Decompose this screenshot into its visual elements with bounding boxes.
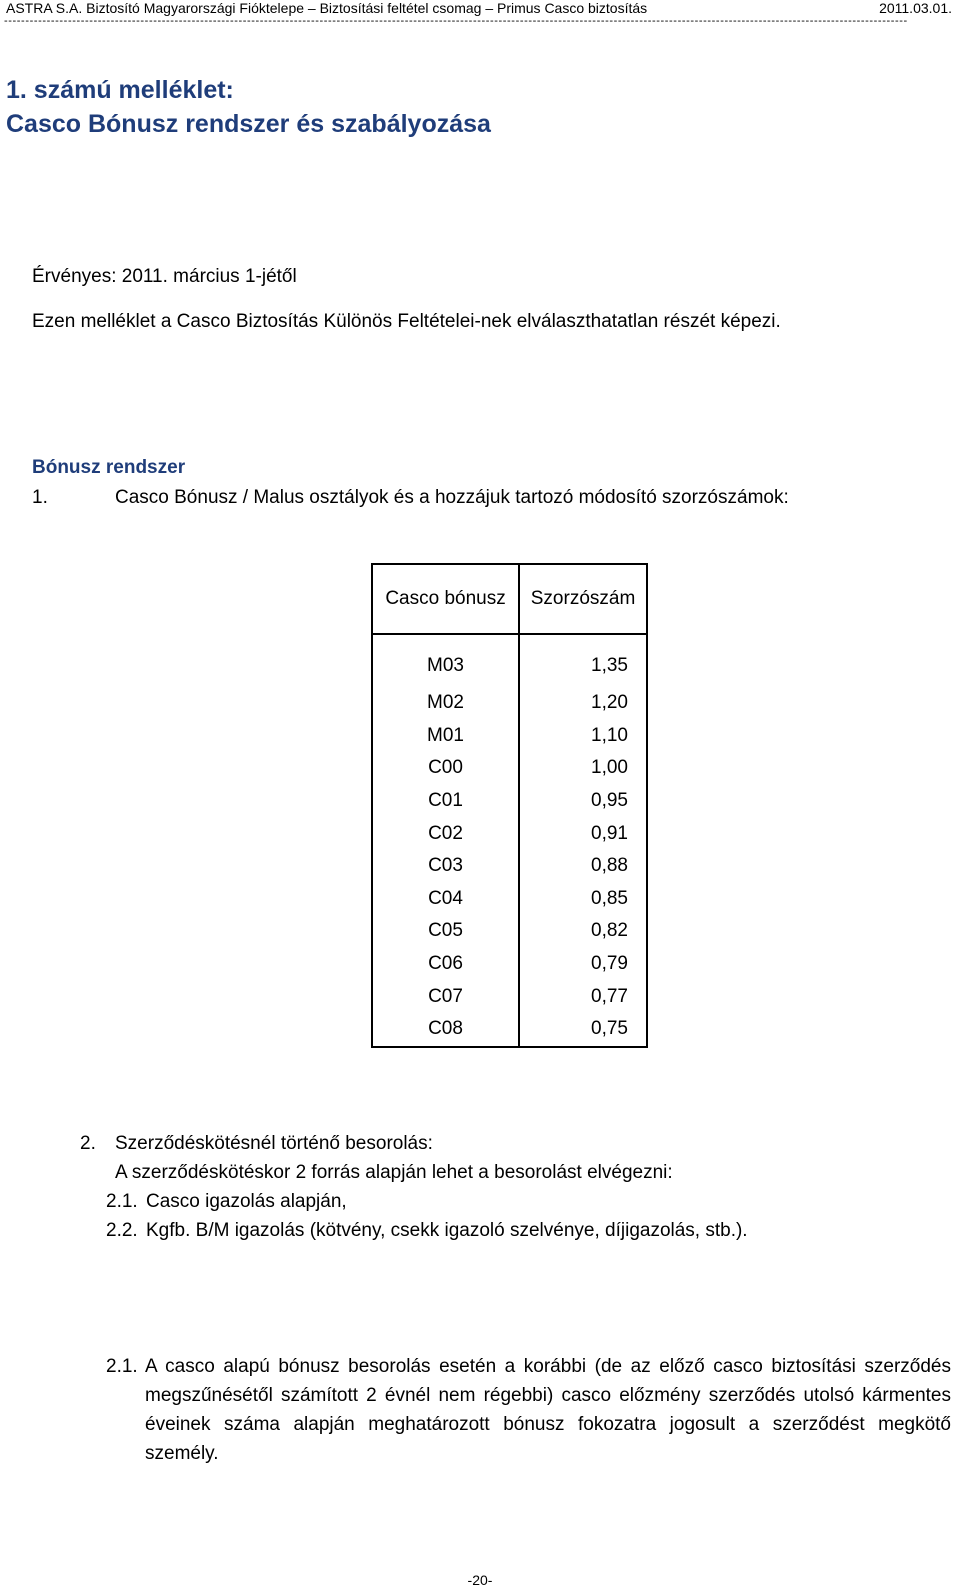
table-row [372, 687, 647, 720]
item21-number: 2.1. [106, 1356, 138, 1377]
table-row [372, 817, 647, 850]
table-row [372, 720, 647, 753]
multiplier-cell: 0,88 [519, 850, 647, 883]
header-date: 2011.03.01. [879, 0, 952, 16]
item21-text: A casco alapú bónusz besorolás esetén a korábbi (de az előző casco biztosítási szerződés megszűnésétől számított 2 évnél nem régebbi) casco előzmény szerződés utolsó kármentes éveinek száma alapján meghatározott bónusz fokozatra jogosult a szerződést megkötő személy. [145, 1356, 951, 1464]
multiplier-cell: 0,95 [519, 785, 647, 818]
multiplier-cell: 0,75 [519, 1013, 647, 1047]
multiplier-cell: 0,79 [519, 948, 647, 981]
multiplier-cell: 1,35 [519, 634, 647, 687]
page-number: -20- [467, 1572, 493, 1588]
bonus-class-cell: C05 [372, 915, 519, 948]
item1-number: 1. [32, 487, 48, 508]
item2-title: Szerződéskötésnél történő besorolás: [115, 1133, 433, 1154]
item2-sub1-text: Casco igazolás alapján, [146, 1191, 347, 1212]
table-row [372, 948, 647, 981]
multiplier-cell: 1,20 [519, 687, 647, 720]
bonus-class-cell: C04 [372, 883, 519, 916]
header-title: ASTRA S.A. Biztosító Magyarországi Fióktelepe – Biztosítási feltétel csomag – Primus Casco biztosítás [6, 0, 648, 16]
column-header-bonus: Casco bónusz [372, 564, 519, 634]
table-row [372, 915, 647, 948]
valid-from: Érvényes: 2011. március 1-jétől [32, 266, 297, 287]
table-row [372, 785, 647, 818]
item2-sub2-number: 2.2. [106, 1220, 138, 1241]
item21-paragraph [145, 1352, 951, 1468]
item2-text: A szerződéskötéskor 2 forrás alapján lehet a besorolást elvégezni: [115, 1162, 673, 1183]
annex-title: 1. számú melléklet: [6, 76, 234, 104]
section-heading: Bónusz rendszer [32, 457, 186, 478]
table-row [372, 752, 647, 785]
annex-subtitle: Casco Bónusz rendszer és szabályozása [6, 110, 491, 138]
bonus-table-body [372, 634, 647, 1047]
multiplier-cell: 0,85 [519, 883, 647, 916]
multiplier-cell: 1,00 [519, 752, 647, 785]
bonus-class-cell: C08 [372, 1013, 519, 1047]
table-row [372, 634, 647, 687]
item2-sub1-number: 2.1. [106, 1191, 138, 1212]
table-row [372, 850, 647, 883]
bonus-class-cell: M01 [372, 720, 519, 753]
bonus-class-cell: M02 [372, 687, 519, 720]
multiplier-cell: 1,10 [519, 720, 647, 753]
table-row [372, 883, 647, 916]
bonus-class-cell: C06 [372, 948, 519, 981]
bonus-table [371, 563, 648, 1048]
bonus-class-cell: C01 [372, 785, 519, 818]
table-row [372, 1013, 647, 1047]
multiplier-cell: 0,91 [519, 817, 647, 850]
item2-sub2-text: Kgfb. B/M igazolás (kötvény, csekk igazoló szelvénye, díjigazolás, stb.). [146, 1220, 748, 1241]
item2-number: 2. [80, 1133, 96, 1154]
bonus-class-cell: C07 [372, 980, 519, 1013]
multiplier-cell: 0,82 [519, 915, 647, 948]
bonus-class-cell: M03 [372, 634, 519, 687]
bonus-class-cell: C03 [372, 850, 519, 883]
header-rule: -------------------------------------------------------------------------------------------------------------------------------------------------------------------------------------------------------------------- [4, 15, 908, 27]
multiplier-cell: 0,77 [519, 980, 647, 1013]
column-header-multiplier: Szorzószám [519, 564, 647, 634]
bonus-class-cell: C00 [372, 752, 519, 785]
item1-text: Casco Bónusz / Malus osztályok és a hozzájuk tartozó módosító szorzószámok: [115, 487, 789, 508]
intro-text: Ezen melléklet a Casco Biztosítás Különös Feltételei-nek elválaszthatatlan részét képezi. [32, 311, 781, 332]
bonus-class-cell: C02 [372, 817, 519, 850]
table-row [372, 980, 647, 1013]
